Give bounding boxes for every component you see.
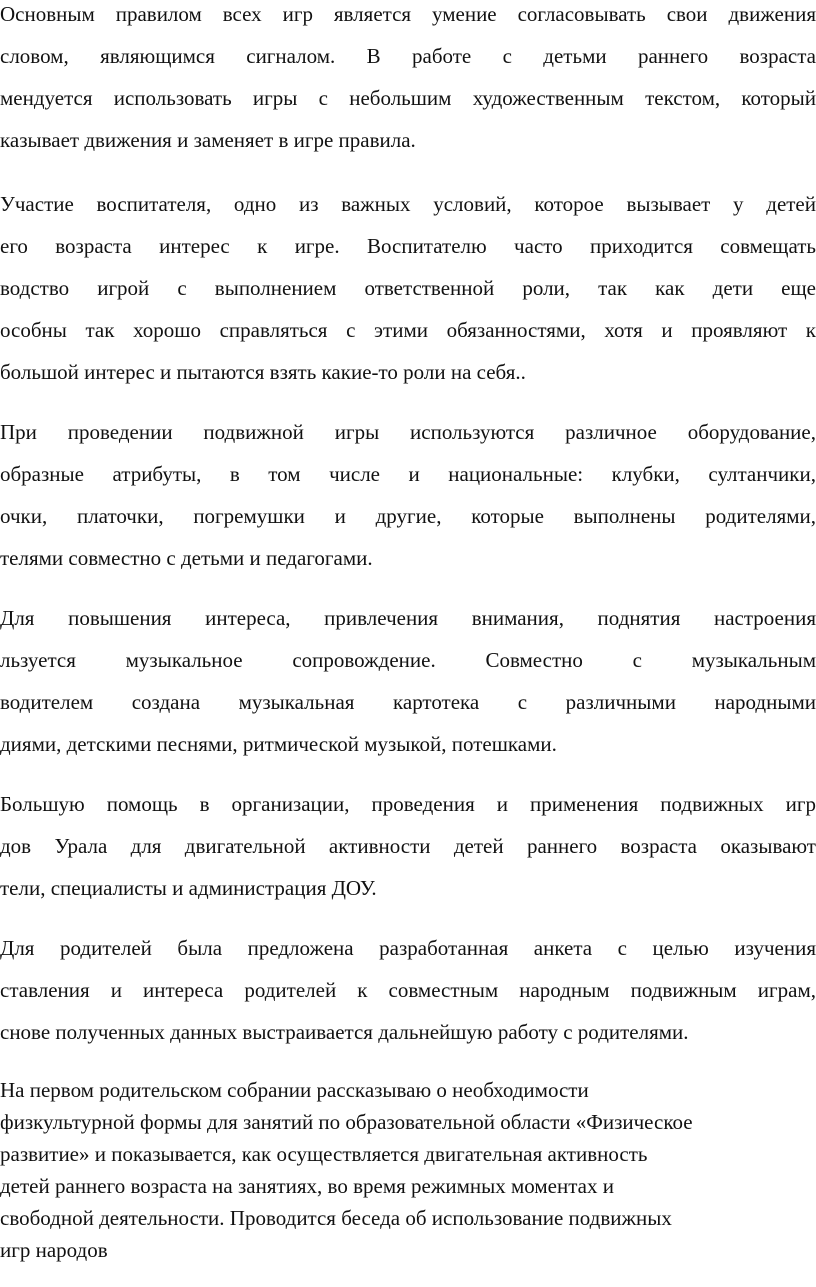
paragraph-6-line-3: снове полученных данных выстраивается дальнейшую работу с родителями. bbox=[0, 1020, 689, 1044]
paragraph-2-line-5: большой интерес и пытаются взять какие-то роли на себя.. bbox=[0, 360, 526, 384]
paragraph-3-line-4: телями совместно с детьми и педагогами. bbox=[0, 546, 373, 570]
paragraph-2-line-3: водство игрой с выполнением ответственной роли, так как дети еще bbox=[0, 276, 816, 300]
paragraph-4-line-3: водителем создана музыкальная картотека с различными народными bbox=[0, 690, 816, 714]
paragraph-4-line-1: Для повышения интереса, привлечения внимания, поднятия настроения bbox=[0, 606, 816, 630]
paragraph-2-line-1: Участие воспитателя, одно из важных условий, которое вызывает у детей bbox=[0, 192, 816, 216]
paragraph-5-line-2: дов Урала для двигательной активности детей раннего возраста оказывают bbox=[0, 834, 816, 858]
paragraph-2-line-4: особны так хорошо справляться с этими обязанностями, хотя и проявляют к bbox=[0, 318, 816, 342]
paragraph-2-line-2: его возраста интерес к игре. Воспитателю часто приходится совмещать bbox=[0, 234, 816, 258]
paragraph-1-line-2: словом, являющимся сигналом. В работе с детьми раннего возраста bbox=[0, 44, 816, 68]
paragraph-7-line-5: свободной деятельности. Проводится беседа об использование подвижных bbox=[0, 1206, 672, 1230]
paragraph-7-line-6: игр народов bbox=[0, 1238, 108, 1262]
paragraph-1-line-3: мендуется использовать игры с небольшим художественным текстом, который bbox=[0, 86, 816, 110]
paragraph-3-line-2: образные атрибуты, в том числе и национальные: клубки, султанчики, bbox=[0, 462, 816, 486]
paragraph-4-line-4: диями, детскими песнями, ритмической музыкой, потешками. bbox=[0, 732, 557, 756]
paragraph-3-line-3: очки, платочки, погремушки и другие, которые выполнены родителями, bbox=[0, 504, 816, 528]
paragraph-7-line-3: развитие» и показывается, как осуществляется двигательная активность bbox=[0, 1142, 648, 1166]
paragraph-7-line-4: детей раннего возраста на занятиях, во время режимных моментах и bbox=[0, 1174, 614, 1198]
paragraph-4-line-2: льзуется музыкальное сопровождение. Совместно с музыкальным bbox=[0, 648, 816, 672]
paragraph-1-line-4: казывает движения и заменяет в игре правила. bbox=[0, 128, 416, 152]
paragraph-1-line-1: Основным правилом всех игр является умение согласовывать свои движения bbox=[0, 2, 816, 26]
paragraph-5-line-3: тели, специалисты и администрация ДОУ. bbox=[0, 876, 377, 900]
paragraph-5-line-1: Большую помощь в организации, проведения и применения подвижных игр bbox=[0, 792, 816, 816]
paragraph-3-line-1: При проведении подвижной игры используются различное оборудование, bbox=[0, 420, 816, 444]
paragraph-6-line-2: ставления и интереса родителей к совместным народным подвижным играм, bbox=[0, 978, 816, 1002]
paragraph-7-line-2: физкультурной формы для занятий по образовательной области «Физическое bbox=[0, 1110, 693, 1134]
paragraph-6-line-1: Для родителей была предложена разработанная анкета с целью изучения bbox=[0, 936, 816, 960]
paragraph-7-line-1: На первом родительском собрании рассказываю о необходимости bbox=[0, 1078, 589, 1102]
